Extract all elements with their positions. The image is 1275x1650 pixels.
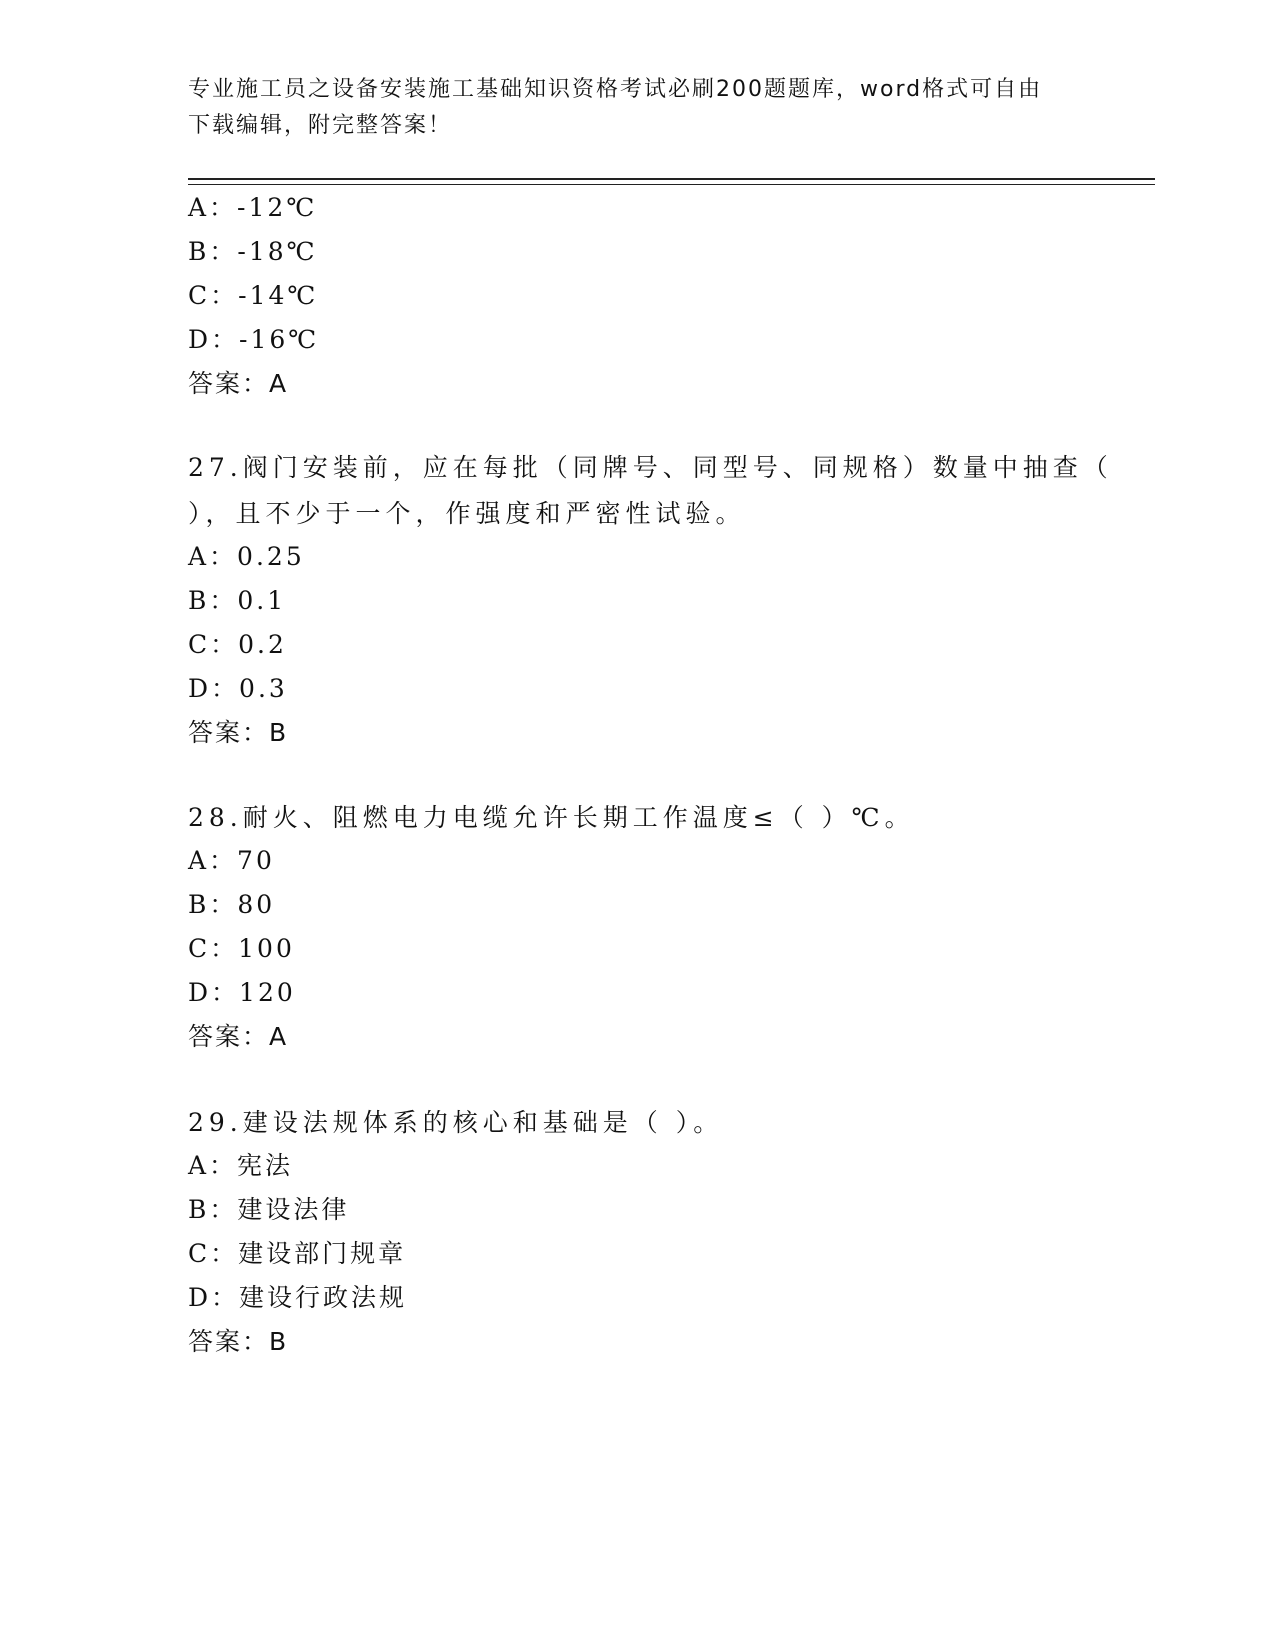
question-26-options bbox=[188, 185, 1088, 407]
question-29 bbox=[188, 1100, 1088, 1365]
option-d: D：0.3 bbox=[188, 674, 288, 703]
option-d: D：120 bbox=[188, 978, 296, 1007]
answer-line: 答案：B bbox=[188, 1327, 289, 1356]
option-b: B：建设法律 bbox=[188, 1195, 350, 1224]
option-b: B：80 bbox=[188, 890, 276, 919]
option-a: A：70 bbox=[188, 846, 275, 875]
question-text-line-1: 28.耐火、阻燃电力电缆允许长期工作温度≤（ ）℃。 bbox=[188, 803, 915, 832]
option-c: C：-14℃ bbox=[188, 281, 319, 310]
option-b: B：0.1 bbox=[188, 586, 287, 615]
option-c: C：100 bbox=[188, 934, 295, 963]
option-d: D：-16℃ bbox=[188, 325, 320, 354]
answer-line: 答案：A bbox=[188, 1022, 289, 1051]
option-c: C：建设部门规章 bbox=[188, 1239, 407, 1268]
question-text-line-2: ），且不少于一个，作强度和严密性试验。 bbox=[188, 499, 746, 528]
option-a: A：宪法 bbox=[188, 1151, 294, 1180]
question-text-line-1: 29.建设法规体系的核心和基础是（ ）。 bbox=[188, 1108, 724, 1137]
question-text-line-1: 27.阀门安装前，应在每批（同牌号、同型号、同规格）数量中抽查（ bbox=[188, 453, 1113, 482]
option-c: C：0.2 bbox=[188, 630, 287, 659]
header-line-1: 专业施工员之设备安装施工基础知识资格考试必刷200题题库，word格式可自由 bbox=[188, 77, 1043, 102]
question-27 bbox=[188, 445, 1113, 756]
answer-line: 答案：B bbox=[188, 718, 289, 747]
option-a: A：-12℃ bbox=[188, 193, 318, 222]
document-header bbox=[188, 72, 1088, 144]
answer-line: 答案：A bbox=[188, 369, 289, 398]
option-a: A：0.25 bbox=[188, 542, 305, 571]
header-line-2: 下载编辑，附完整答案！ bbox=[188, 113, 453, 138]
option-b: B：-18℃ bbox=[188, 237, 318, 266]
question-28 bbox=[188, 795, 1088, 1060]
header-divider-thick bbox=[188, 178, 1155, 180]
option-d: D：建设行政法规 bbox=[188, 1283, 408, 1312]
